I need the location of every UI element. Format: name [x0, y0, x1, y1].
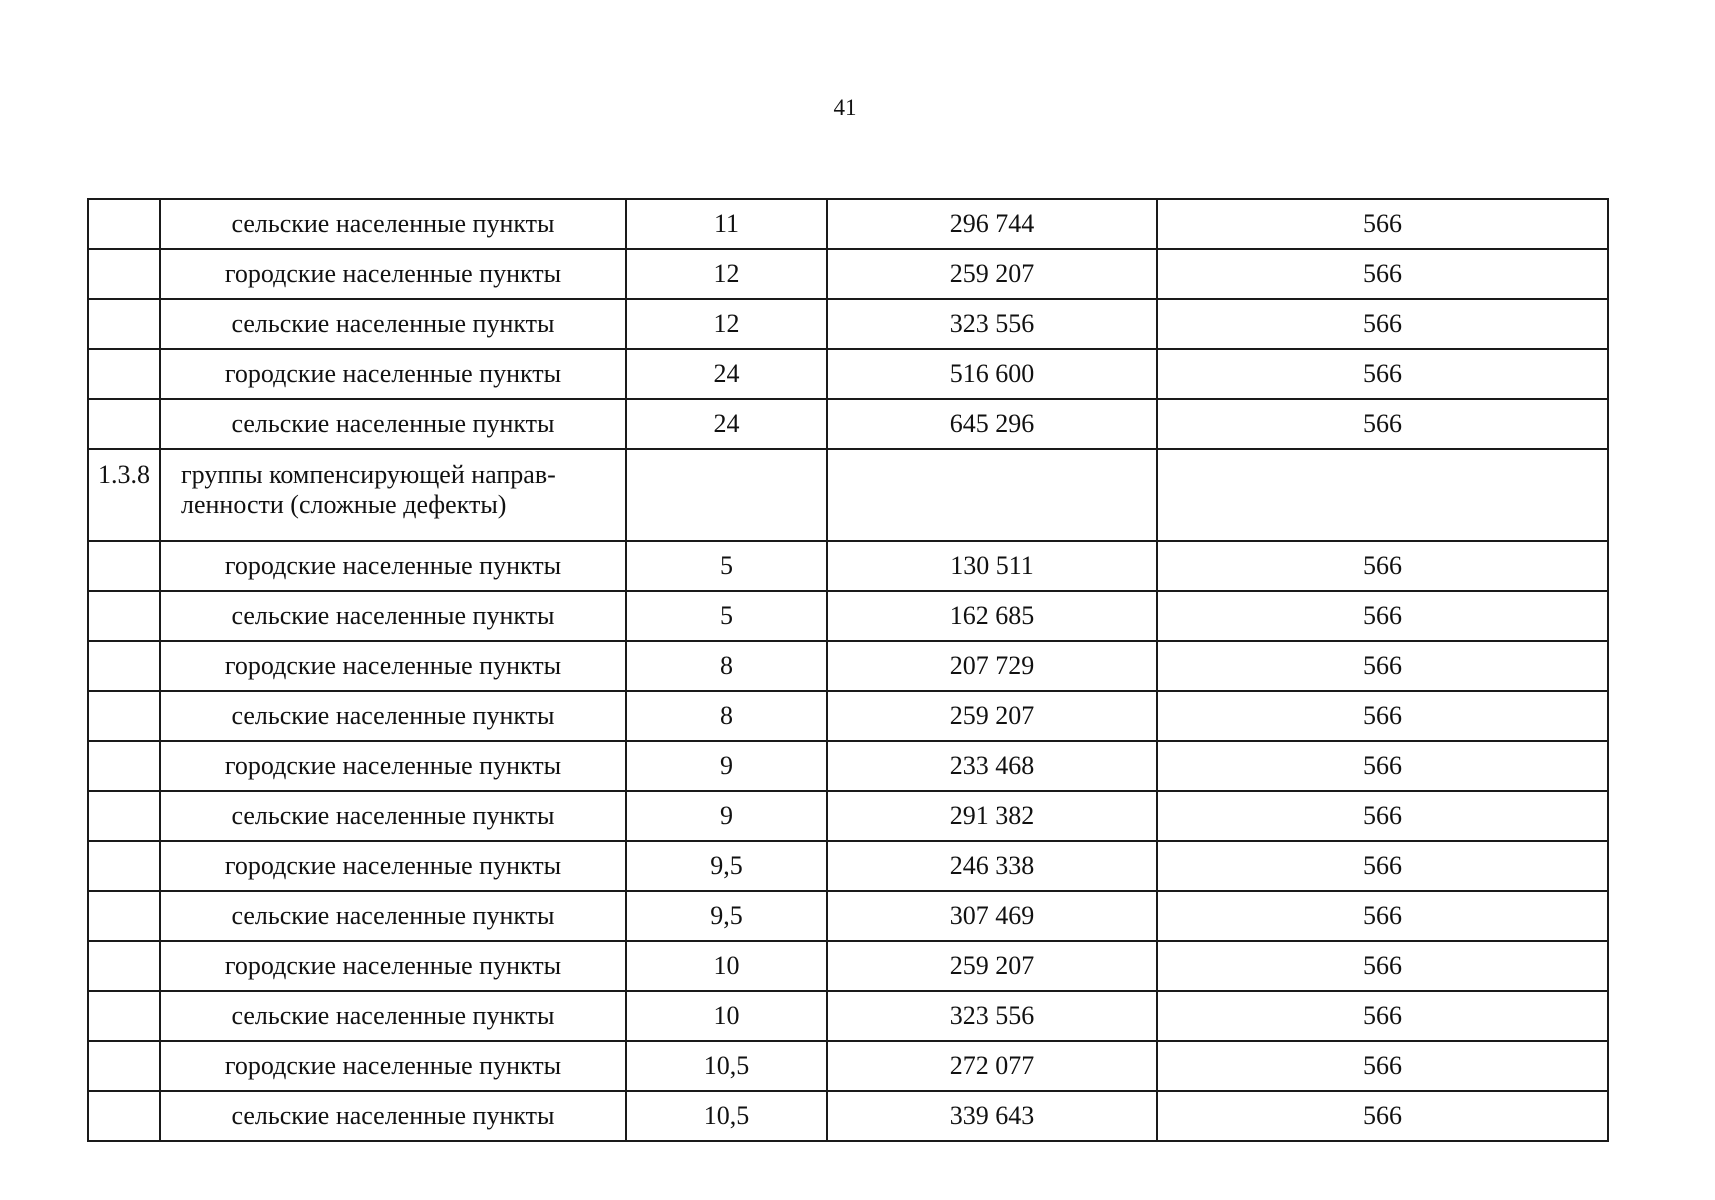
row-name-cell: сельские населенные пункты: [160, 199, 626, 249]
row-name-cell: сельские населенные пункты: [160, 991, 626, 1041]
row-value-c-cell: 566: [1157, 691, 1608, 741]
table-row: [88, 1091, 1608, 1141]
row-number-cell: [88, 349, 160, 399]
row-number-cell: [88, 1091, 160, 1141]
row-name-cell: сельские населенные пункты: [160, 691, 626, 741]
row-number-cell: [88, 1041, 160, 1091]
row-number-cell: [88, 891, 160, 941]
row-number-cell: [88, 249, 160, 299]
table-row: [88, 841, 1608, 891]
row-number-cell: [88, 941, 160, 991]
row-value-b-cell: 323 556: [827, 991, 1157, 1041]
table-row: [88, 791, 1608, 841]
row-number-cell: [88, 691, 160, 741]
row-value-c-cell: 566: [1157, 941, 1608, 991]
row-value-c-cell: 566: [1157, 591, 1608, 641]
row-number-cell: [88, 591, 160, 641]
row-value-b-cell: 323 556: [827, 299, 1157, 349]
row-value-a-cell: 9: [626, 791, 827, 841]
row-value-a-cell: 8: [626, 641, 827, 691]
row-value-c-cell: 566: [1157, 741, 1608, 791]
table-row: [88, 1041, 1608, 1091]
row-value-a-cell: 9,5: [626, 891, 827, 941]
row-value-a-cell: 24: [626, 399, 827, 449]
row-value-b-cell: 130 511: [827, 541, 1157, 591]
row-value-b-cell: 339 643: [827, 1091, 1157, 1141]
row-number-cell: [88, 299, 160, 349]
row-number-cell: 1.3.8: [88, 449, 160, 541]
table-row: [88, 349, 1608, 399]
table-row: [88, 541, 1608, 591]
row-name-cell: сельские населенные пункты: [160, 399, 626, 449]
row-value-b-cell: 272 077: [827, 1041, 1157, 1091]
row-value-c-cell: 566: [1157, 349, 1608, 399]
row-value-c-cell: 566: [1157, 249, 1608, 299]
table-row: [88, 591, 1608, 641]
row-value-a-cell: 10,5: [626, 1091, 827, 1141]
section-row: [88, 449, 1608, 541]
row-name-cell: группы компенсирующей направ- ленности (сложные дефекты): [160, 449, 626, 541]
row-value-b-cell: 246 338: [827, 841, 1157, 891]
row-name-cell: сельские населенные пункты: [160, 791, 626, 841]
row-value-c-cell: 566: [1157, 199, 1608, 249]
row-value-c-cell: 566: [1157, 991, 1608, 1041]
tariff-table: [87, 198, 1609, 1142]
row-value-c-cell: 566: [1157, 399, 1608, 449]
row-value-c-cell: 566: [1157, 541, 1608, 591]
table-row: [88, 991, 1608, 1041]
row-value-a-cell: 12: [626, 249, 827, 299]
row-number-cell: [88, 841, 160, 891]
row-number-cell: [88, 641, 160, 691]
row-name-cell: сельские населенные пункты: [160, 299, 626, 349]
row-value-c-cell: 566: [1157, 791, 1608, 841]
row-value-c-cell: 566: [1157, 1091, 1608, 1141]
row-name-cell: сельские населенные пункты: [160, 1091, 626, 1141]
row-value-c-cell: 566: [1157, 641, 1608, 691]
table-body: [88, 199, 1608, 1141]
table-row: [88, 249, 1608, 299]
row-number-cell: [88, 399, 160, 449]
row-value-c-cell: 566: [1157, 299, 1608, 349]
row-value-b-cell: 645 296: [827, 399, 1157, 449]
row-value-a-cell: 10: [626, 991, 827, 1041]
row-number-cell: [88, 991, 160, 1041]
row-value-a-cell: 9: [626, 741, 827, 791]
row-value-b-cell: [827, 449, 1157, 541]
row-value-a-cell: 11: [626, 199, 827, 249]
row-value-c-cell: 566: [1157, 841, 1608, 891]
row-value-b-cell: 259 207: [827, 691, 1157, 741]
row-name-cell: городские населенные пункты: [160, 541, 626, 591]
row-value-a-cell: 10,5: [626, 1041, 827, 1091]
row-name-cell: городские населенные пункты: [160, 641, 626, 691]
row-value-c-cell: 566: [1157, 891, 1608, 941]
row-value-a-cell: 5: [626, 591, 827, 641]
row-number-cell: [88, 199, 160, 249]
row-value-a-cell: 10: [626, 941, 827, 991]
row-name-cell: городские населенные пункты: [160, 841, 626, 891]
table-row: [88, 199, 1608, 249]
row-value-b-cell: 259 207: [827, 941, 1157, 991]
row-name-cell: городские населенные пункты: [160, 349, 626, 399]
row-value-b-cell: 296 744: [827, 199, 1157, 249]
row-value-b-cell: 516 600: [827, 349, 1157, 399]
row-name-cell: сельские населенные пункты: [160, 891, 626, 941]
row-name-cell: городские населенные пункты: [160, 249, 626, 299]
row-value-b-cell: 307 469: [827, 891, 1157, 941]
row-value-b-cell: 291 382: [827, 791, 1157, 841]
table-row: [88, 641, 1608, 691]
table-row: [88, 299, 1608, 349]
table-row: [88, 691, 1608, 741]
table-row: [88, 399, 1608, 449]
row-value-b-cell: 162 685: [827, 591, 1157, 641]
row-value-c-cell: 566: [1157, 1041, 1608, 1091]
table-row: [88, 941, 1608, 991]
row-name-cell: городские населенные пункты: [160, 941, 626, 991]
row-name-cell: городские населенные пункты: [160, 741, 626, 791]
page-number: 41: [833, 95, 857, 120]
row-value-b-cell: 233 468: [827, 741, 1157, 791]
row-number-cell: [88, 791, 160, 841]
row-value-a-cell: 9,5: [626, 841, 827, 891]
row-number-cell: [88, 741, 160, 791]
row-name-cell: сельские населенные пункты: [160, 591, 626, 641]
row-value-a-cell: 8: [626, 691, 827, 741]
row-name-cell: городские населенные пункты: [160, 1041, 626, 1091]
table-row: [88, 891, 1608, 941]
row-number-cell: [88, 541, 160, 591]
table-row: [88, 741, 1608, 791]
row-value-b-cell: 207 729: [827, 641, 1157, 691]
row-value-a-cell: 12: [626, 299, 827, 349]
row-value-a-cell: [626, 449, 827, 541]
row-value-c-cell: [1157, 449, 1608, 541]
row-value-a-cell: 5: [626, 541, 827, 591]
row-value-a-cell: 24: [626, 349, 827, 399]
row-value-b-cell: 259 207: [827, 249, 1157, 299]
